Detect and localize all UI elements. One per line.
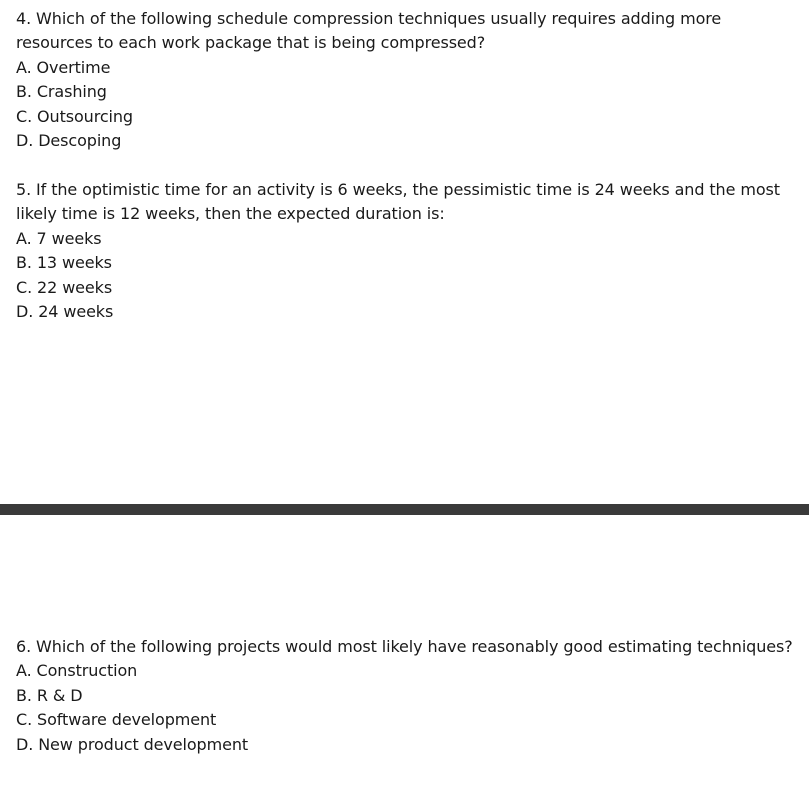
answer-option-c: C. 22 weeks	[16, 277, 113, 297]
answer-option-d: D. 24 weeks	[16, 302, 114, 322]
answer-option-a: A. Construction	[16, 661, 138, 681]
question-stem: 4. Which of the following schedule compression techniques usually requires adding more resources to each work package that is being compressed?	[16, 9, 722, 53]
answer-option-c: C. Outsourcing	[16, 106, 133, 126]
answer-option-c: C. Software development	[16, 710, 217, 730]
question-6	[16, 635, 801, 757]
question-4	[16, 7, 801, 153]
page-break-divider	[0, 504, 809, 515]
document-page-2	[0, 515, 809, 791]
answer-option-b: B. R & D	[16, 685, 83, 705]
answer-option-b: B. Crashing	[16, 82, 107, 102]
answer-option-a: A. Overtime	[16, 57, 111, 77]
question-stem: 6. Which of the following projects would most likely have reasonably good estimating techniques?	[16, 637, 793, 656]
answer-option-d: D. New product development	[16, 734, 249, 754]
answer-option-d: D. Descoping	[16, 131, 122, 151]
answer-option-a: A. 7 weeks	[16, 228, 102, 248]
question-5	[16, 178, 801, 324]
answer-option-b: B. 13 weeks	[16, 253, 112, 273]
question-stem: 5. If the optimistic time for an activity is 6 weeks, the pessimistic time is 24 weeks and the most likely time is 12 weeks, then the expected duration is:	[16, 180, 780, 224]
